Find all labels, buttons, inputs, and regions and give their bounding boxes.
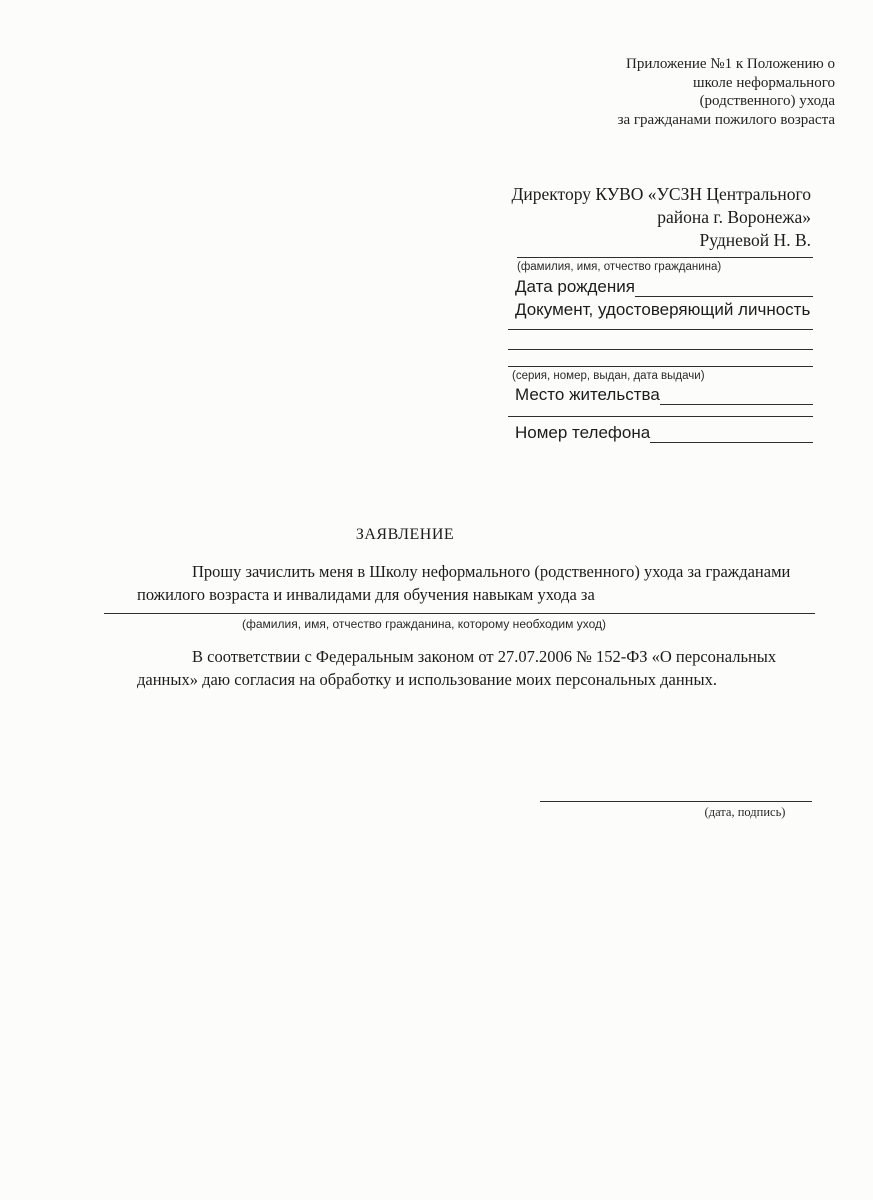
statement-title: ЗАЯВЛЕНИЕ [355, 526, 455, 543]
appendix-reference-line: школе неформального [693, 74, 835, 91]
addressee-line: района г. Воронежа» [657, 207, 811, 227]
id-document-blank-line-1 [508, 329, 813, 330]
id-document-blank-line-2 [508, 349, 813, 350]
birth-date-field [515, 278, 813, 297]
appendix-reference [575, 55, 835, 129]
care-recipient-blank-line [104, 613, 815, 614]
id-document-caption: (серия, номер, выдан, дата выдачи) [512, 370, 705, 382]
residence-field [515, 386, 813, 405]
request-paragraph: Прошу зачислить меня в Школу неформального (родственного) ухода за гражданами пожилого возраста и инвалидами для обучения навыкам ухода за [137, 562, 791, 604]
id-document-blank-line-3 [508, 366, 813, 367]
signature-blank-line [540, 801, 812, 802]
addressee-line: Рудневой Н. В. [699, 230, 811, 250]
consent-paragraph: В соответствии с Федеральным законом от 27.07.2006 № 152-ФЗ «О персональных данных» даю согласия на обработку и использование моих персональных данных. [137, 647, 777, 689]
applicant-name-blank-line [517, 257, 813, 258]
phone-field [515, 424, 813, 443]
signature-caption: (дата, подпись) [704, 805, 786, 819]
residence-blank-line-2 [508, 416, 813, 417]
phone-blank-line [650, 424, 813, 443]
residence-label: Место жительства [515, 385, 660, 404]
appendix-reference-line: Приложение №1 к Положению о [626, 56, 835, 72]
phone-label: Номер телефона [515, 423, 651, 442]
birth-date-label: Дата рождения [515, 277, 635, 296]
residence-blank-line [660, 386, 813, 405]
care-recipient-caption: (фамилия, имя, отчество гражданина, которому необходим уход) [242, 617, 606, 631]
addressee-block [481, 183, 811, 252]
birth-date-blank-line [635, 278, 813, 297]
applicant-name-caption: (фамилия, имя, отчество гражданина) [517, 261, 722, 273]
id-document-label: Документ, удостоверяющий личность [515, 300, 811, 319]
appendix-reference-line: за гражданами пожилого возраста [617, 111, 835, 128]
addressee-line: Директору КУВО «УСЗН Центрального [511, 184, 811, 204]
appendix-reference-line: (родственного) ухода [699, 93, 835, 109]
